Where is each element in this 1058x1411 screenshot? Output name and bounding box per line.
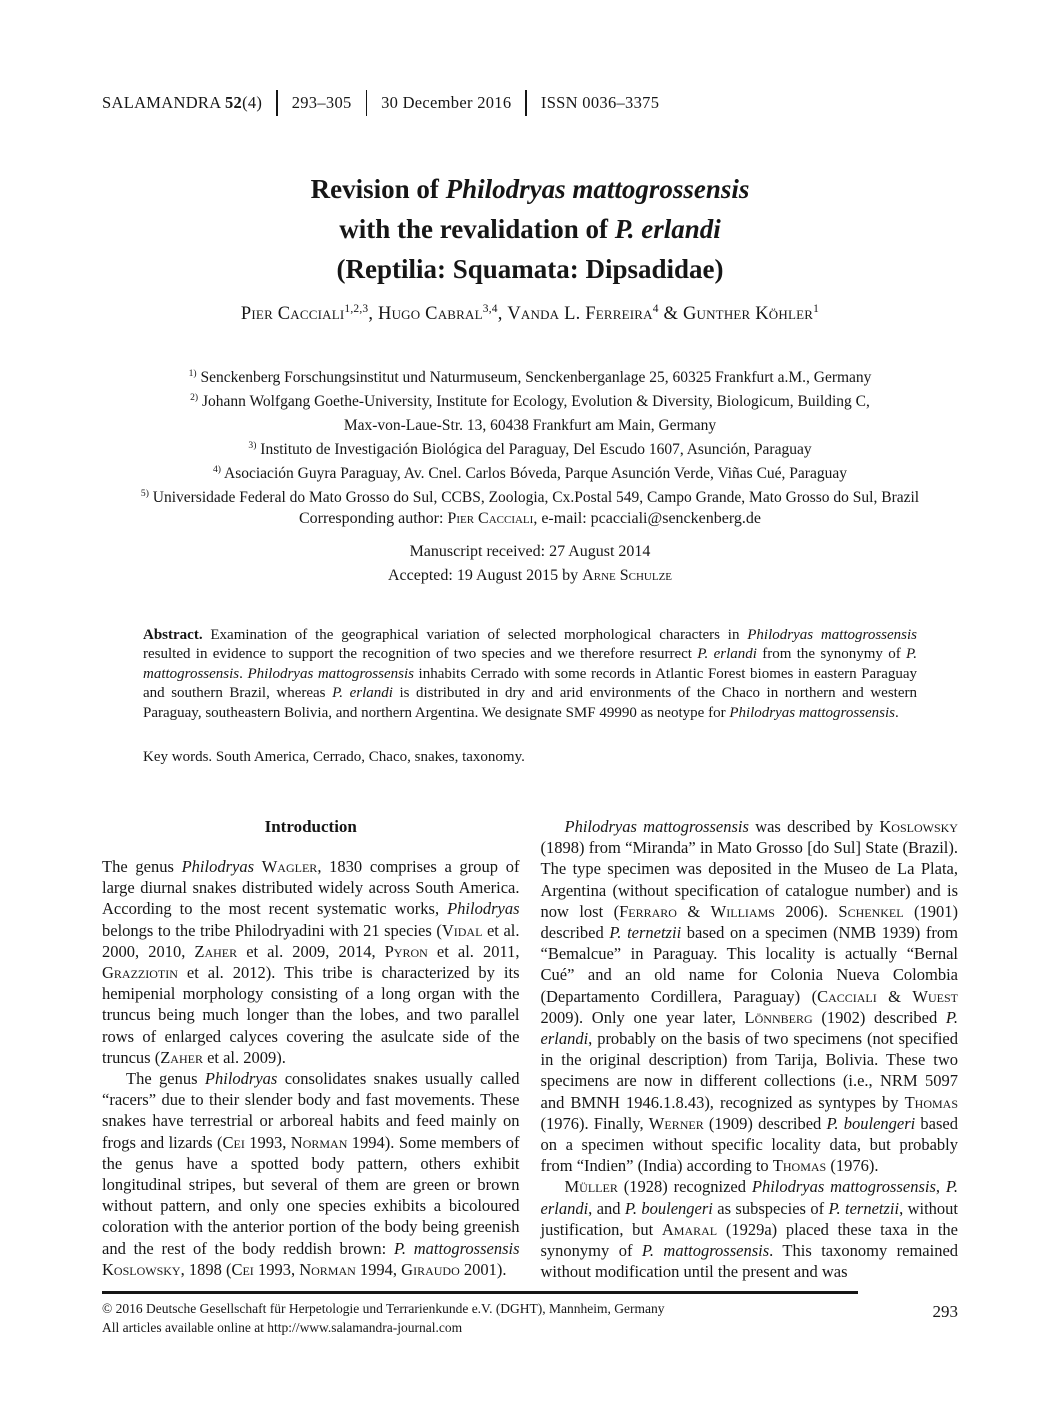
left-column [102,816,520,1282]
page-content [102,0,958,1411]
header-issn: ISSN 0036–3375 [540,93,660,112]
header-page-range: 293–305 [291,93,352,112]
affiliation-2: $^{2)}$ Johann Wolfgang Goethe-University, Institute for Ecology, Evolution & Diversity, Biologicum, Building C, Max-von-Laue-Str. 13, 60438 Frankfurt am Main, Germany [190,391,870,434]
paper-title-line-3: (Reptilia: Squamata: Dipsadidae) [336,254,724,284]
journal-header [102,90,659,116]
correspondence-line: Corresponding author: Pier Cacciali, e-mail: pcacciali@senckenberg.de [299,510,761,527]
history-paragraph-2: Müller (1928) recognized Philodryas mattogrossensis, P. erlandi, and P. boulengeri as subspecies of P. ternetzii, without justification, but Amaral (1929a) placed these taxa in the synonymy of P. mattogrossensis. This taxonomy remained without modification until the present and was [540,1177,959,1282]
page-number: 293 [932,1302,958,1321]
footer-copyright: © 2016 Deutsche Gesellschaft für Herpetologie und Terrarienkunde e.V. (DGHT), Mannheim, Germany [102,1301,665,1316]
affiliation-5: $^{5)}$ Universidade Federal do Mato Grosso do Sul, CCBS, Zoologia, Cx.Postal 549, Campo Grande, Mato Grosso do Sul, Brazil [140,487,920,506]
abstract-paragraph: Abstract. Examination of the geographical variation of selected morphological characters in Philodryas mattogrossensis resulted in evidence to support the recognition of two species and we therefore resurrect P. erlandi from the synonymy of P. mattogrossensis. Philodryas mattogrossensis inhabits Cerrado with some records in Atlantic Forest biomes in eastern Paraguay and southern Brazil, whereas P. erlandi is distributed in dry and arid environments of the Chaco in northern and western Paraguay, southeastern Bolivia, and northern Argentina. We designate SMF 49990 as neotype for Philodryas mattogrossensis. [143,627,918,721]
affiliations-block [102,366,958,510]
introduction-heading: Introduction [264,817,357,836]
header-divider [366,90,368,116]
paper-title-line-1: Revision of Philodryas mattogrossensis [310,174,750,204]
header-divider [525,90,527,116]
header-issue-date: 30 December 2016 [381,93,512,112]
right-column [541,816,959,1282]
manuscript-accepted-line: Accepted: 19 August 2015 by Arne Schulze [387,567,673,584]
manuscript-received-line: Manuscript received: 27 August 2014 [409,543,651,560]
history-paragraph-1: Philodryas mattogrossensis was described by Koslowsky (1898) from “Miranda” in Mato Grosso [do Sul] State (Brazil). The type specimen was deposited in the Museo de La Plata, Argentina (without specification of catalogue number) and is now lost (Ferraro & Williams 2006). Schenkel (1901) described P. ternetzii based on a specimen (NMB 1939) from “Bemalcue” in Paraguay. This locality is actually “Bernal Cué” and an old name for Colonia Nueva Colombia (Departamento Cordillera, Paraguay) (Cacciali & Wuest 2009). Only one year later, Lönnberg (1902) described P. erlandi, probably on the basis of two specimens (not specified in the original description) from Tarija, Bolivia. These two specimens are now in different collections (i.e., NRM 5097 and BMNH 1946.1.8.43), recognized as syntypes by Thomas (1976). Finally, Werner (1909) described P. boulengeri based on a specimen without specific locality data, but probably from “Indien” (India) according to Thomas (1976). [540,817,958,1176]
two-column-body [102,816,958,1282]
authors-line: Pier Cacciali$^{1,2,3}$, Hugo Cabral$^{3,4}$, Vanda L. Ferreira$^4$ & Gunther Köhler$^1$ [240,302,820,324]
affiliation-1: $^{1)}$ Senckenberg Forschungsinstitut und Naturmuseum, Senckenberganlage 25, 60325 Frankfurt a.M., Germany [188,367,872,386]
footer-rule [102,1291,858,1294]
journal-name: SALAMANDRA 52(4) [102,93,263,112]
keywords-line: Key words. South America, Cerrado, Chaco, snakes, taxonomy. [143,749,525,765]
affiliation-3: $^{3)}$ Instituto de Investigación Biológica del Paraguay, Del Escudo 1607, Asunción, Paraguay [248,439,812,458]
footer-block [102,1299,822,1337]
affiliation-4: $^{4)}$ Asociación Guyra Paraguay, Av. Cnel. Carlos Bóveda, Parque Asunción Verde, Viñas Cué, Paraguay [213,463,847,482]
intro-paragraph-1: The genus Philodryas Wagler, 1830 comprises a group of large diurnal snakes distributed widely across South America. According to the most recent systematic works, Philodryas belongs to the tribe Philodryadini with 21 species (Vidal et al. 2000, 2010, Zaher et al. 2009, 2014, Pyron et al. 2011, Grazziotin et al. 2012). This tribe is characterized by its hemipenial morphology consisting of a long organ with the truncus being much longer than the lobes, and two parallel rows of enlarged calyces covering the asulcate side of the truncus (Zaher et al. 2009). [102,857,520,1067]
paper-title-line-2: with the revalidation of P. erlandi [339,214,721,244]
paper-title [102,169,958,289]
footer-online-note: All articles available online at http://www.salamandra-journal.com [102,1320,463,1335]
header-divider [276,90,278,116]
intro-paragraph-2: The genus Philodryas consolidates snakes usually called “racers” due to their slender body and fast movements. These snakes have terrestrial or arboreal habits and feed mainly on frogs and lizards (Cei 1993, Norman 1994). Some members of the genus have a spotted body pattern, others exhibit longitudinal stripes, but several of them are green or brown without pattern, and only one species exhibits a bicoloured coloration with the anterior portion of the body being greenish and the rest of the body reddish brown: P. mattogrossensis Koslowsky, 1898 (Cei 1993, Norman 1994, Giraudo 2001). [102,1069,520,1279]
